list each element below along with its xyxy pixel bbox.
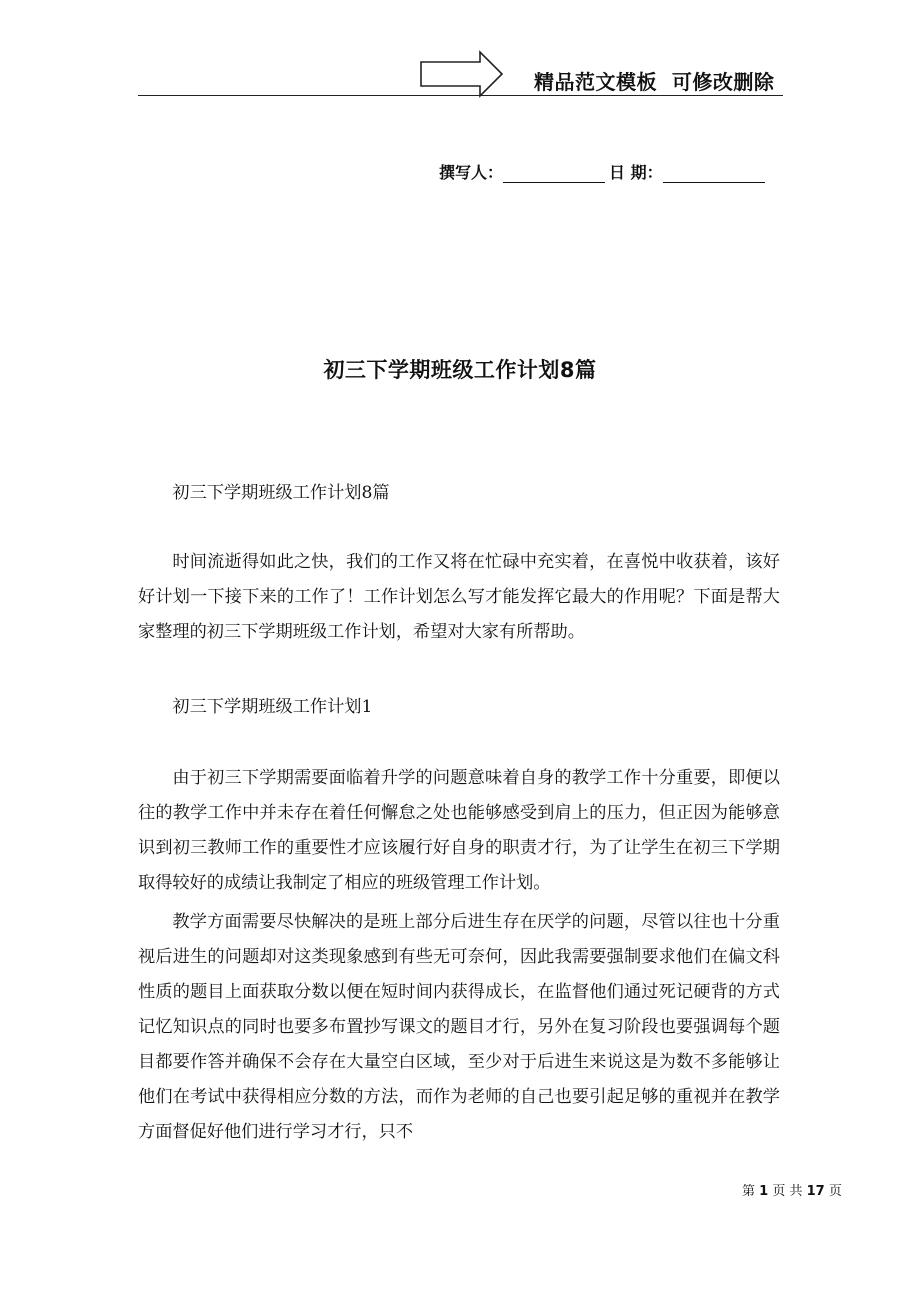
date-blank-field <box>663 164 765 183</box>
body-paragraph: 教学方面需要尽快解决的是班上部分后进生存在厌学的问题，尽管以往也十分重视后进生的问题却对这类现象感到有些无可奈何，因此我需要强制要求他们在偏文科性质的题目上面获取分数以便在短时间内获得成长，在监督他们通过死记硬背的方式记忆知识点的同时也要多布置抄写课文的题目才行，另外在复习阶段也要强调每个题目都要作答并确保不会存在大量空白区域，至少对于后进生来说这是为数不多能够让他们在考试中获得相应分数的方法，而作为老师的自己也要引起足够的重视并在教学方面督促好他们进行学习才行，只不 <box>138 912 780 1142</box>
current-page-number: 1 <box>759 1184 769 1199</box>
page-middle: 页 共 <box>768 1184 807 1199</box>
page-prefix: 第 <box>742 1184 760 1199</box>
subtitle-paragraph: 初三下学期班级工作计划8篇 <box>172 483 390 503</box>
header-banner-text: 精品范文模板 可修改删除 <box>534 70 775 94</box>
intro-paragraph: 时间流逝得如此之快，我们的工作又将在忙碌中充实着，在喜悦中收获着，该好好计划一下接下来的工作了！工作计划怎么写才能发挥它最大的作用呢？下面是帮大家整理的初三下学期班级工作计划，希望对大家有所帮助。 <box>138 552 780 642</box>
document-title: 初三下学期班级工作计划8篇 <box>323 358 597 383</box>
body-paragraph: 由于初三下学期需要面临着升学的问题意味着自身的教学工作十分重要，即便以往的教学工作中并未存在着任何懈怠之处也能够感受到肩上的压力，但正因为能够意识到初三教师工作的重要性才应该履行好自身的职责才行，为了让学生在初三下学期取得较好的成绩让我制定了相应的班级管理工作计划。 <box>138 768 780 893</box>
total-pages-number: 17 <box>806 1184 825 1199</box>
date-label: 日 期： <box>609 163 663 182</box>
author-label: 撰写人： <box>439 163 504 182</box>
page-number-footer <box>742 1180 842 1199</box>
section-heading-plan-1: 初三下学期班级工作计划1 <box>172 697 373 717</box>
header-divider <box>138 95 783 96</box>
right-arrow-outline-icon <box>420 50 504 98</box>
page-suffix: 页 <box>824 1184 842 1199</box>
author-date-line <box>439 160 767 183</box>
author-blank-field <box>503 164 605 183</box>
